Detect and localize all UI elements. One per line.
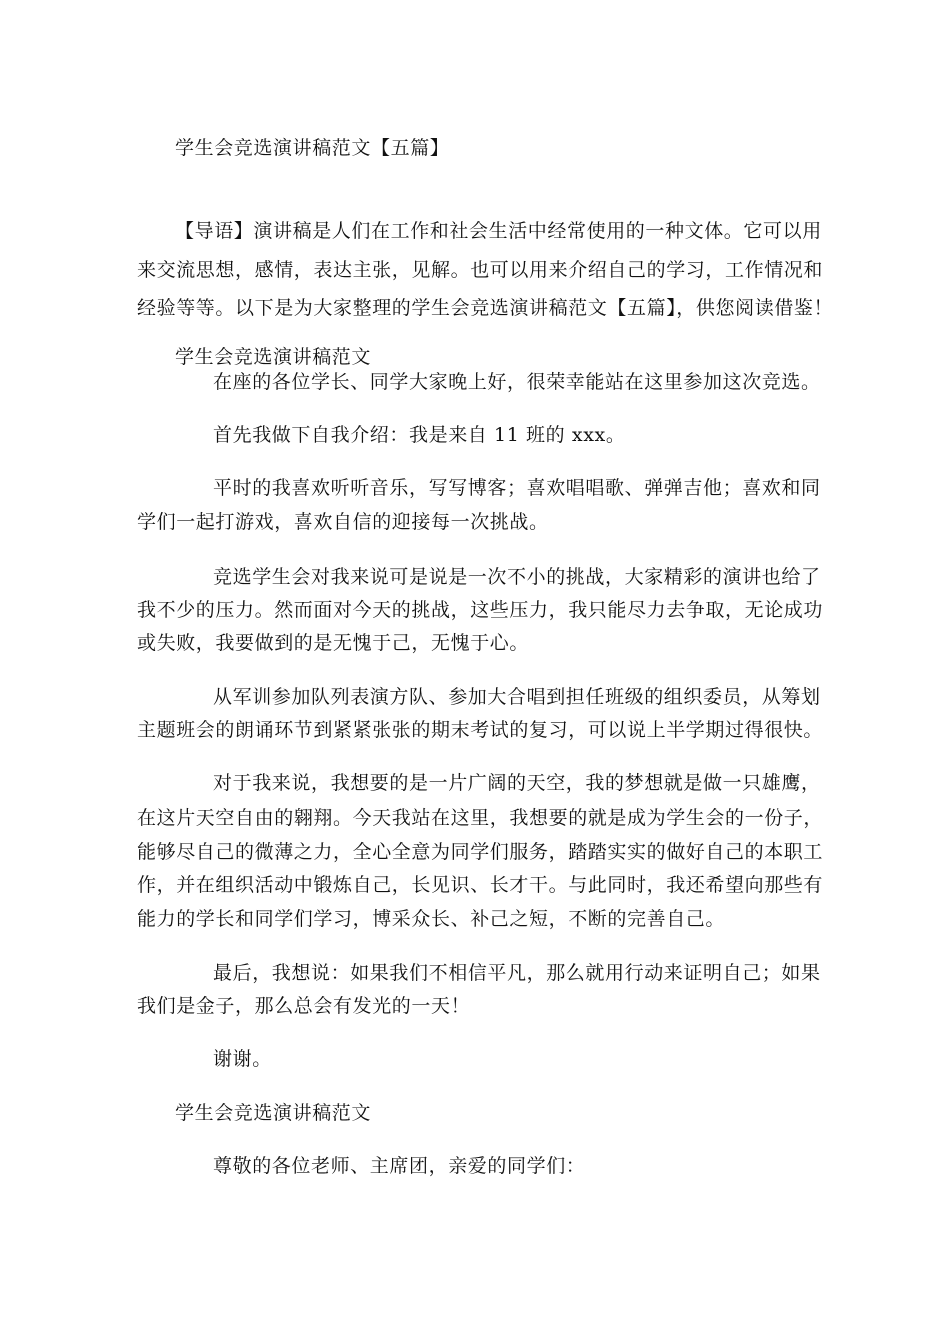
paragraph-line: 谢谢。 [213, 1048, 272, 1070]
paragraph-line: 首先我做下自我介绍：我是来自 11 班的 xxx。 [213, 424, 626, 446]
paragraph-line: 我们是金子，那么总会有发光的一天！ [137, 995, 471, 1017]
paragraph-line: 尊敬的各位老师、主席团，亲爱的同学们： [213, 1155, 586, 1177]
paragraph-line: 平时的我喜欢听听音乐，写写博客；喜欢唱唱歌、弹弹吉他；喜欢和同 [213, 477, 821, 499]
paragraph-line: 主题班会的朗诵环节到紧紧张张的期末考试的复习，可以说上半学期过得很快。 [137, 719, 824, 741]
paragraph-line: 我不少的压力。然而面对今天的挑战，这些压力，我只能尽力去争取，无论成功 [137, 599, 824, 621]
paragraph-line: 对于我来说，我想要的是一片广阔的天空，我的梦想就是做一只雄鹰， [213, 772, 821, 794]
intro-line: 【导语】演讲稿是人们在工作和社会生活中经常使用的一种文体。它可以用 [175, 220, 822, 242]
section-heading: 学生会竞选演讲稿范文 [175, 346, 372, 368]
paragraph-line: 竞选学生会对我来说可是说是一次不小的挑战，大家精彩的演讲也给了 [213, 566, 821, 588]
intro-line: 经验等等。以下是为大家整理的学生会竞选演讲稿范文【五篇】，供您阅读借鉴！ [137, 297, 834, 319]
paragraph-line: 从军训参加队列表演方队、参加大合唱到担任班级的组织委员，从筹划 [213, 686, 821, 708]
paragraph-line: 在座的各位学长、同学大家晚上好，很荣幸能站在这里参加这次竞选。 [213, 371, 821, 393]
paragraph-line: 或失败，我要做到的是无愧于己，无愧于心。 [137, 632, 530, 654]
document-title: 学生会竞选演讲稿范文【五篇】 [175, 137, 450, 159]
section-heading: 学生会竞选演讲稿范文 [175, 1102, 372, 1124]
paragraph-line: 能力的学长和同学们学习，博采众长、补己之短，不断的完善自己。 [137, 908, 726, 930]
paragraph-line: 作，并在组织活动中锻炼自己，长见识、长才干。与此同时，我还希望向那些有 [137, 874, 824, 896]
paragraph-line: 能够尽自己的微薄之力，全心全意为同学们服务，踏踏实实的做好自己的本职工 [137, 841, 824, 863]
paragraph-line: 在这片天空自由的翱翔。今天我站在这里，我想要的就是成为学生会的一份子， [137, 807, 824, 829]
paragraph-line: 学们一起打游戏，喜欢自信的迎接每一次挑战。 [137, 511, 549, 533]
intro-line: 来交流思想，感情，表达主张，见解。也可以用来介绍自己的学习，工作情况和 [137, 259, 824, 281]
paragraph-line: 最后，我想说：如果我们不相信平凡，那么就用行动来证明自己；如果 [213, 962, 821, 984]
